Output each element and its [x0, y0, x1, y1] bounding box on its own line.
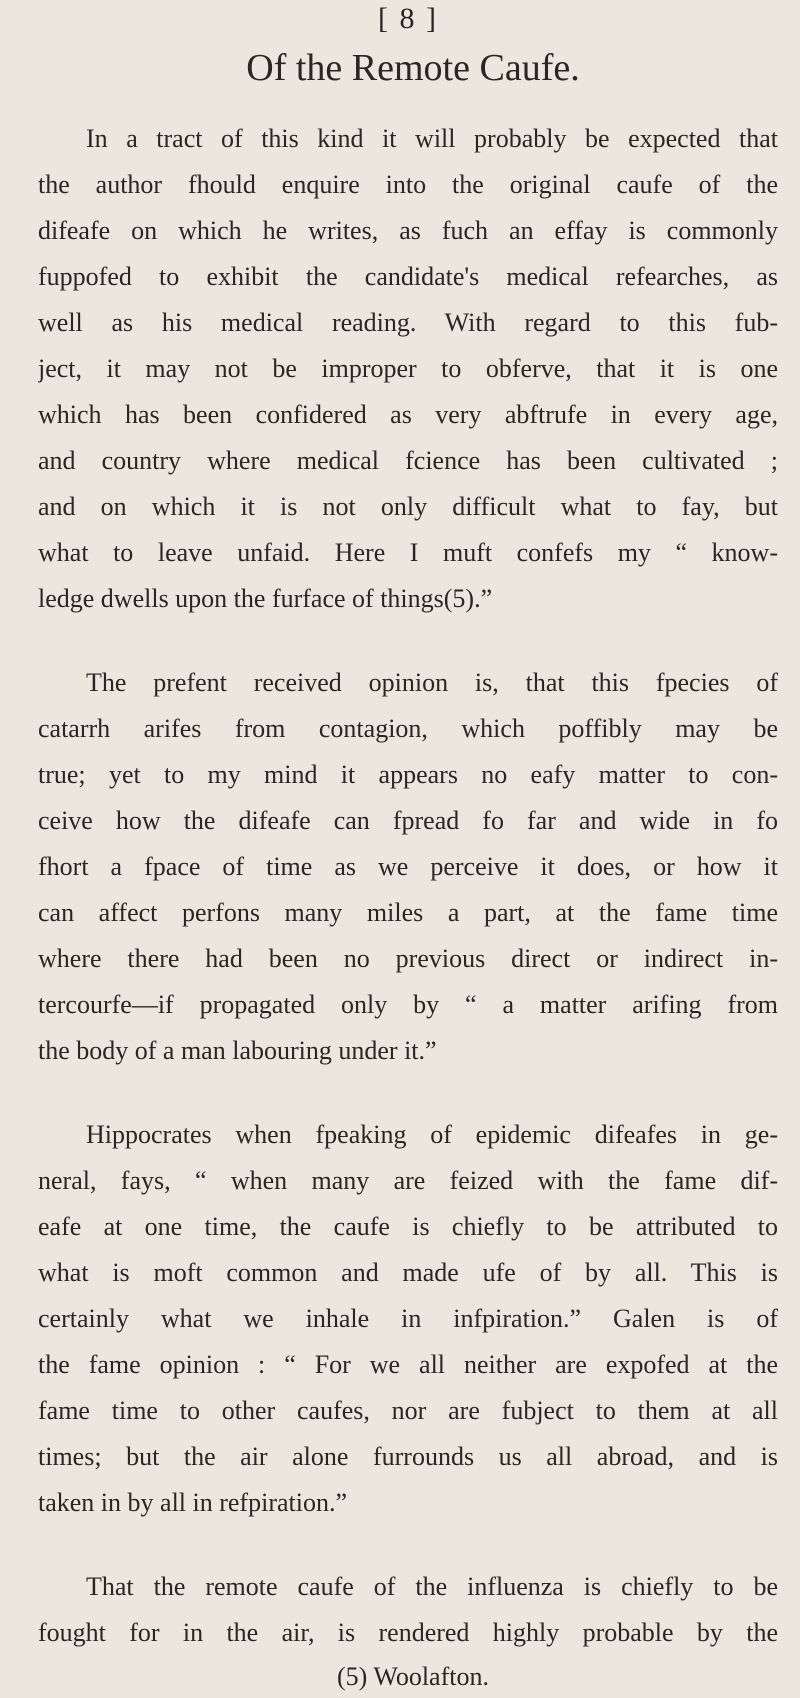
paragraph-3 — [38, 1112, 778, 1526]
text-line: the fame opinion : “ For we all neither are expofed at the — [38, 1350, 778, 1379]
text-line: fought for in the air, is rendered highly probable by the — [38, 1618, 778, 1647]
text-line: which has been confidered as very abftrufe in every age, — [38, 400, 778, 429]
text-line: and country where medical fcience has been cultivated ; — [38, 446, 778, 475]
text-line: the body of a man labouring under it.” — [38, 1036, 437, 1065]
section-title: Of the Remote Caufe. — [246, 47, 580, 89]
text-line: times; but the air alone furrounds us all abroad, and is — [38, 1442, 778, 1471]
text-line: what to leave unfaid. Here I muft confefs my “ know- — [38, 538, 778, 567]
paragraph-1 — [38, 116, 778, 622]
page-number: [ 8 ] — [378, 2, 438, 35]
text-line: can affect perfons many miles a part, at the fame time — [38, 898, 778, 927]
text-line: true; yet to my mind it appears no eafy matter to con- — [38, 760, 778, 789]
text-line: tercourfe—if propagated only by “ a matter arifing from — [38, 990, 778, 1019]
text-line: well as his medical reading. With regard to this fub- — [38, 308, 778, 337]
text-line: difeafe on which he writes, as fuch an effay is commonly — [38, 216, 778, 245]
paragraph-4 — [38, 1564, 778, 1656]
text-line: ject, it may not be improper to obferve, that it is one — [38, 354, 778, 383]
text-line: what is moft common and made ufe of by all. This is — [38, 1258, 778, 1287]
text-line: taken in by all in refpiration.” — [38, 1488, 348, 1517]
text-line: eafe at one time, the caufe is chiefly to be attributed to — [38, 1212, 778, 1241]
text-line: certainly what we inhale in infpiration.” Galen is of — [38, 1304, 778, 1333]
text-line: the author fhould enquire into the original caufe of the — [38, 170, 778, 199]
text-line: fuppofed to exhibit the candidate's medical refearches, as — [38, 262, 778, 291]
text-line: fhort a fpace of time as we perceive it does, or how it — [38, 852, 778, 881]
text-line: The prefent received opinion is, that this fpecies of — [86, 668, 778, 697]
text-line: ceive how the difeafe can fpread fo far and wide in fo — [38, 806, 778, 835]
paragraph-2 — [38, 660, 778, 1074]
text-line: fame time to other caufes, nor are fubject to them at all — [38, 1396, 778, 1425]
text-line: and on which it is not only difficult what to fay, but — [38, 492, 778, 521]
text-line: catarrh arifes from contagion, which poffibly may be — [38, 714, 778, 743]
text-line: In a tract of this kind it will probably be expected that — [86, 124, 778, 153]
footnote: (5) Woolafton. — [337, 1662, 489, 1691]
text-line: ledge dwells upon the furface of things(5).” — [38, 584, 493, 613]
text-line: neral, fays, “ when many are feized with the fame dif- — [38, 1166, 778, 1195]
text-line: Hippocrates when fpeaking of epidemic difeafes in ge- — [86, 1120, 778, 1149]
text-line: That the remote caufe of the influenza is chiefly to be — [86, 1572, 778, 1601]
text-line: where there had been no previous direct or indirect in- — [38, 944, 778, 973]
